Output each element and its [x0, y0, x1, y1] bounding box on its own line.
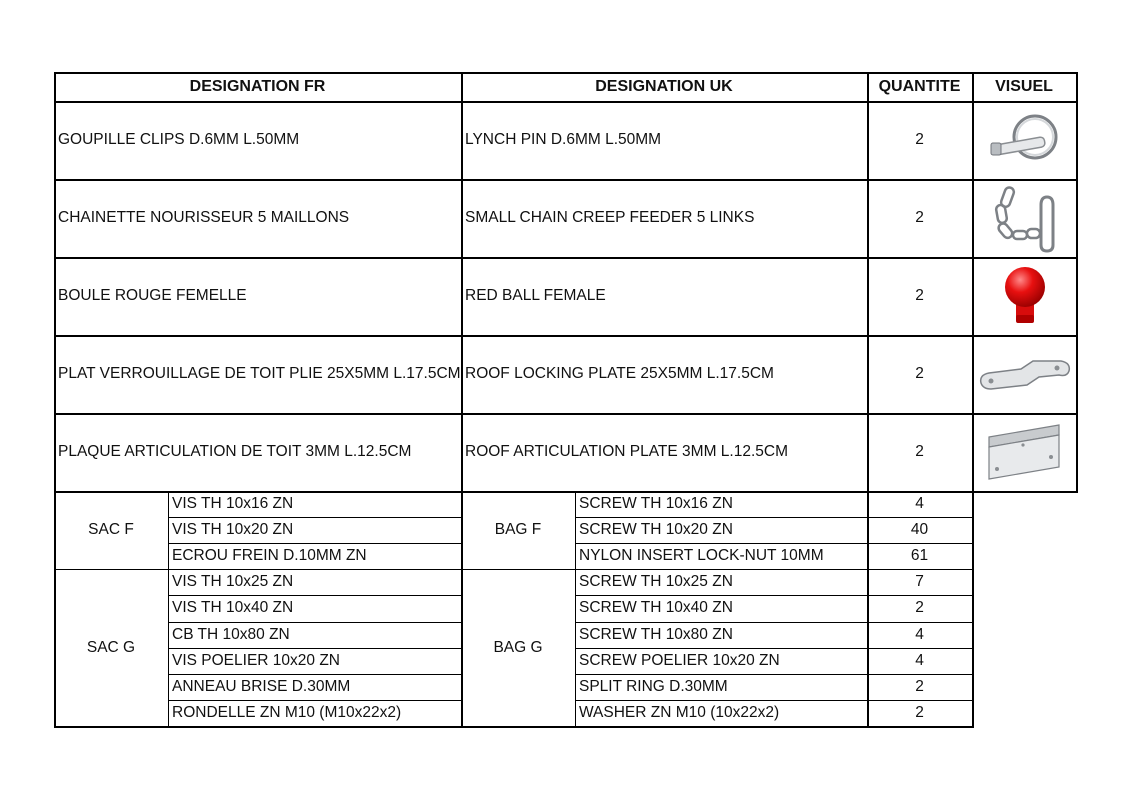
subrow-border [168, 648, 461, 649]
bag-item-designation-fr: VIS TH 10x25 ZN [172, 573, 294, 591]
header-designation-uk: DESIGNATION UK [595, 77, 733, 95]
bag-item-designation-uk: SCREW TH 10x25 ZN [579, 573, 733, 591]
header-quantity: QUANTITE [878, 77, 961, 95]
column-border [54, 491, 56, 728]
bag-item-designation-fr: CB TH 10x80 ZN [172, 625, 290, 643]
item-quantity: 2 [915, 287, 924, 304]
bag-item-designation-uk: SCREW POELIER 10x20 ZN [579, 651, 780, 669]
bag-item-designation-uk: SCREW TH 10x40 ZN [579, 599, 733, 617]
subrow-border [168, 674, 461, 675]
bag-item-designation-fr: VIS TH 10x20 ZN [172, 521, 294, 539]
subcolumn-border [168, 491, 169, 726]
subrow-border [575, 674, 972, 675]
subrow-border [575, 700, 972, 701]
item-designation-fr: PLAQUE ARTICULATION DE TOIT 3MM L.12.5CM [58, 443, 412, 460]
bag-item-designation-fr: VIS TH 10x16 ZN [172, 495, 294, 513]
chain-icon [987, 183, 1063, 255]
item-quantity: 2 [915, 365, 924, 382]
bag-item-quantity: 2 [915, 677, 924, 695]
bag-item-quantity: 40 [910, 521, 929, 539]
bag-item-designation-uk: SPLIT RING D.30MM [579, 677, 728, 695]
bag-label-fr: SAC F [88, 521, 134, 539]
item-quantity: 2 [915, 209, 924, 226]
bag-item-designation-uk: NYLON INSERT LOCK-NUT 10MM [579, 547, 824, 565]
item-quantity: 2 [915, 443, 924, 460]
subrow-border [575, 517, 972, 518]
row-border [54, 335, 1076, 337]
bag-item-quantity: 4 [915, 625, 924, 643]
column-border [867, 491, 869, 728]
item-quantity: 2 [915, 131, 924, 148]
bag-item-designation-uk: SCREW TH 10x20 ZN [579, 521, 733, 539]
row-border [54, 413, 1076, 415]
row-border [54, 257, 1076, 259]
bag-item-quantity: 4 [915, 495, 924, 513]
bag-item-quantity: 61 [910, 547, 929, 565]
item-designation-fr: BOULE ROUGE FEMELLE [58, 287, 247, 304]
locking-plate-icon [977, 355, 1073, 395]
lynch-pin-icon [987, 109, 1063, 173]
header-bottom-border [54, 101, 1076, 103]
bag-item-designation-fr: VIS POELIER 10x20 ZN [172, 651, 340, 669]
table-bottom-border [54, 726, 974, 728]
subrow-border [575, 543, 972, 544]
bag-item-designation-fr: ANNEAU BRISE D.30MM [172, 677, 351, 695]
bag-item-designation-fr: VIS TH 10x40 ZN [172, 599, 294, 617]
articulation-plate-icon [983, 421, 1067, 485]
bag-item-quantity: 2 [915, 599, 924, 617]
subrow-border [168, 517, 461, 518]
item-designation-fr: CHAINETTE NOURISSEUR 5 MAILLONS [58, 209, 350, 226]
row-border [54, 179, 1076, 181]
bag-item-quantity: 2 [915, 703, 924, 721]
bag-item-designation-fr: ECROU FREIN D.10MM ZN [172, 547, 367, 565]
column-border [972, 491, 974, 728]
item-designation-fr: PLAT VERROUILLAGE DE TOIT PLIE 25X5MM L.17.5CM [58, 365, 461, 382]
header-visual: VISUEL [995, 77, 1053, 95]
column-border [54, 72, 56, 493]
subrow-border [168, 700, 461, 701]
subrow-border [575, 595, 972, 596]
bag-item-designation-uk: SCREW TH 10x80 ZN [579, 625, 733, 643]
subrow-border [575, 622, 972, 623]
item-designation-uk: ROOF LOCKING PLATE 25X5MM L.17.5CM [465, 365, 774, 382]
subrow-border [168, 543, 461, 544]
bag-label-uk: BAG G [493, 638, 543, 656]
item-designation-uk: SMALL CHAIN CREEP FEEDER 5 LINKS [465, 209, 755, 226]
bag-bottom-border [54, 569, 974, 570]
column-border [1076, 72, 1078, 493]
column-border [461, 491, 463, 728]
subrow-border [168, 595, 461, 596]
item-designation-fr: GOUPILLE CLIPS D.6MM L.50MM [58, 131, 300, 148]
subrow-border [575, 648, 972, 649]
red-ball-icon [995, 263, 1055, 331]
header-designation-fr: DESIGNATION FR [189, 77, 326, 95]
table-top-border [54, 72, 1076, 74]
column-border [972, 72, 974, 493]
bag-label-fr: SAC G [86, 638, 136, 656]
column-border [461, 72, 463, 493]
item-designation-uk: LYNCH PIN D.6MM L.50MM [465, 131, 662, 148]
bag-item-designation-uk: WASHER ZN M10 (10x22x2) [579, 703, 780, 721]
subcolumn-border [575, 491, 576, 726]
item-designation-uk: RED BALL FEMALE [465, 287, 606, 304]
bag-item-designation-uk: SCREW TH 10x16 ZN [579, 495, 733, 513]
column-border [867, 72, 869, 493]
subrow-border [168, 622, 461, 623]
item-designation-uk: ROOF ARTICULATION PLATE 3MM L.12.5CM [465, 443, 788, 460]
bag-item-designation-fr: RONDELLE ZN M10 (M10x22x2) [172, 703, 402, 721]
bag-item-quantity: 4 [915, 651, 924, 669]
bag-item-quantity: 7 [915, 573, 924, 591]
bag-label-uk: BAG F [494, 521, 542, 539]
row-border [54, 491, 1076, 493]
